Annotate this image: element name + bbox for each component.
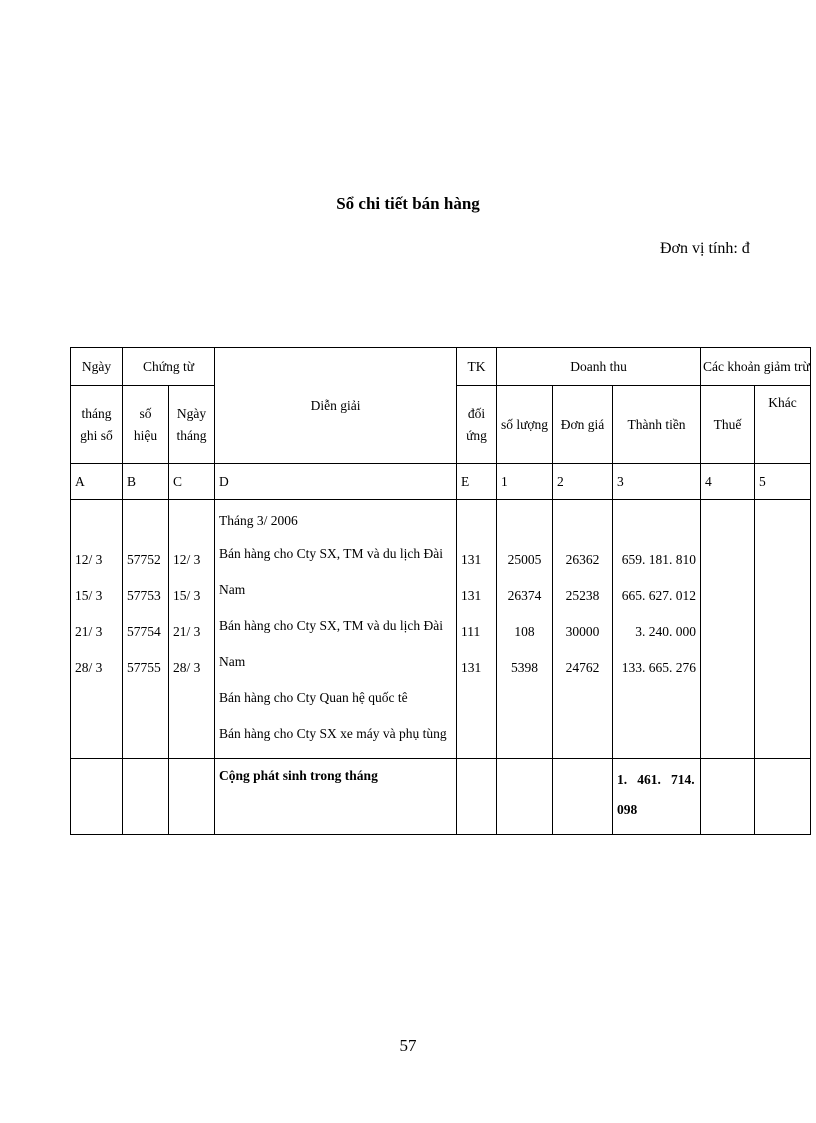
header-quantity: số lượng	[497, 386, 553, 464]
total-empty	[497, 759, 553, 835]
entry-date: 21/ 3	[75, 624, 103, 639]
total-empty	[123, 759, 169, 835]
entry-amount: 659. 181. 810	[621, 552, 697, 567]
header-deductions: Các khoản giảm trừ	[701, 348, 811, 386]
header-revenue: Doanh thu	[497, 348, 701, 386]
entry-unit-price: 24762	[565, 660, 600, 675]
entry-voucher-no: 57752	[127, 552, 161, 567]
code-cell: C	[169, 464, 215, 500]
header-voucher-no-top: số	[139, 405, 152, 421]
code-cell: A	[71, 464, 123, 500]
entry-quantity: 26374	[507, 588, 542, 603]
code-cell: 3	[613, 464, 701, 500]
code-cell: 1	[497, 464, 553, 500]
voucher-date-column	[169, 500, 215, 759]
description-line: Nam	[219, 654, 246, 669]
header-account-bot: ứng	[466, 427, 487, 443]
code-cell: 2	[553, 464, 613, 500]
description-line: Bán hàng cho Cty SX, TM và du lịch Đài	[219, 618, 443, 633]
amount-column	[613, 500, 701, 759]
entry-account: 131	[461, 660, 482, 675]
dates-column	[71, 500, 123, 759]
entry-amount: 665. 627. 012	[621, 588, 697, 603]
entry-date: 15/ 3	[75, 588, 103, 603]
entry-unit-price: 26362	[565, 552, 600, 567]
entry-voucher-no: 57755	[127, 660, 161, 675]
header-date	[71, 348, 123, 386]
total-amount-line2: 098	[617, 802, 638, 817]
entry-quantity: 108	[514, 624, 535, 639]
sales-ledger-table	[70, 347, 811, 835]
entry-voucher-date: 12/ 3	[173, 552, 201, 567]
quantity-column	[497, 500, 553, 759]
header-amount: Thành tiền	[613, 386, 701, 464]
period-label: Tháng 3/ 2006	[219, 513, 298, 528]
header-voucher-no	[123, 386, 169, 464]
total-empty	[553, 759, 613, 835]
entry-date: 28/ 3	[75, 660, 103, 675]
header-date-top: Ngày	[81, 358, 112, 374]
header-voucher-date	[169, 386, 215, 464]
total-empty	[701, 759, 755, 835]
header-date-bot: ghi sổ	[80, 427, 113, 443]
description-line: Bán hàng cho Cty SX, TM và du lịch Đài	[219, 546, 443, 561]
description-column	[215, 500, 457, 759]
entry-quantity: 5398	[511, 660, 539, 675]
other-column	[755, 500, 811, 759]
entry-amount: 133. 665. 276	[621, 660, 697, 675]
unit-price-column	[553, 500, 613, 759]
header-row-1	[71, 348, 811, 386]
header-account-mid: đối	[467, 405, 486, 421]
header-other: Khác	[755, 386, 811, 464]
total-amount	[613, 759, 701, 835]
code-cell: 5	[755, 464, 811, 500]
header-description: Diễn giải	[215, 348, 457, 464]
entries-row	[71, 500, 811, 759]
total-empty	[71, 759, 123, 835]
description-line: Nam	[219, 582, 246, 597]
description-line: Bán hàng cho Cty Quan hệ quốc tê	[219, 690, 408, 705]
page-number: 57	[399, 1036, 417, 1055]
header-voucher-date-bot: tháng	[176, 427, 207, 443]
unit-label: Đơn vị tính: đ	[660, 240, 750, 257]
total-row	[71, 759, 811, 835]
entry-voucher-date: 28/ 3	[173, 660, 201, 675]
total-empty	[169, 759, 215, 835]
header-date-sub	[71, 386, 123, 464]
header-voucher-no-bot: hiệu	[133, 427, 158, 443]
total-amount-line1: 1. 461. 714.	[617, 772, 695, 787]
header-voucher-date-top: Ngày	[176, 405, 207, 421]
entry-voucher-date: 15/ 3	[173, 588, 201, 603]
total-empty	[457, 759, 497, 835]
header-account-sub	[457, 386, 497, 464]
entry-unit-price: 25238	[565, 588, 600, 603]
description-line: Bán hàng cho Cty SX xe máy và phụ tùng	[219, 726, 447, 741]
header-voucher: Chứng từ	[123, 348, 215, 386]
header-account: TK	[457, 348, 497, 386]
code-cell: 4	[701, 464, 755, 500]
entry-voucher-date: 21/ 3	[173, 624, 201, 639]
entry-unit-price: 30000	[565, 624, 600, 639]
account-column	[457, 500, 497, 759]
entry-account: 111	[461, 624, 481, 639]
entry-date: 12/ 3	[75, 552, 103, 567]
entry-amount: 3. 240. 000	[635, 624, 697, 639]
total-label: Cộng phát sinh trong tháng	[215, 759, 457, 835]
entry-voucher-no: 57753	[127, 588, 161, 603]
header-unit-price: Đơn giá	[553, 386, 613, 464]
entry-account: 131	[461, 588, 482, 603]
entry-account: 131	[461, 552, 482, 567]
voucher-no-column	[123, 500, 169, 759]
code-cell: D	[215, 464, 457, 500]
header-date-mid: tháng	[81, 405, 112, 421]
header-tax: Thuế	[701, 386, 755, 464]
tax-column	[701, 500, 755, 759]
total-empty	[755, 759, 811, 835]
entry-voucher-no: 57754	[127, 624, 161, 639]
code-cell: E	[457, 464, 497, 500]
code-row	[71, 464, 811, 500]
code-cell: B	[123, 464, 169, 500]
entry-quantity: 25005	[507, 552, 542, 567]
document-title: Sổ chi tiết bán hàng	[336, 194, 480, 213]
